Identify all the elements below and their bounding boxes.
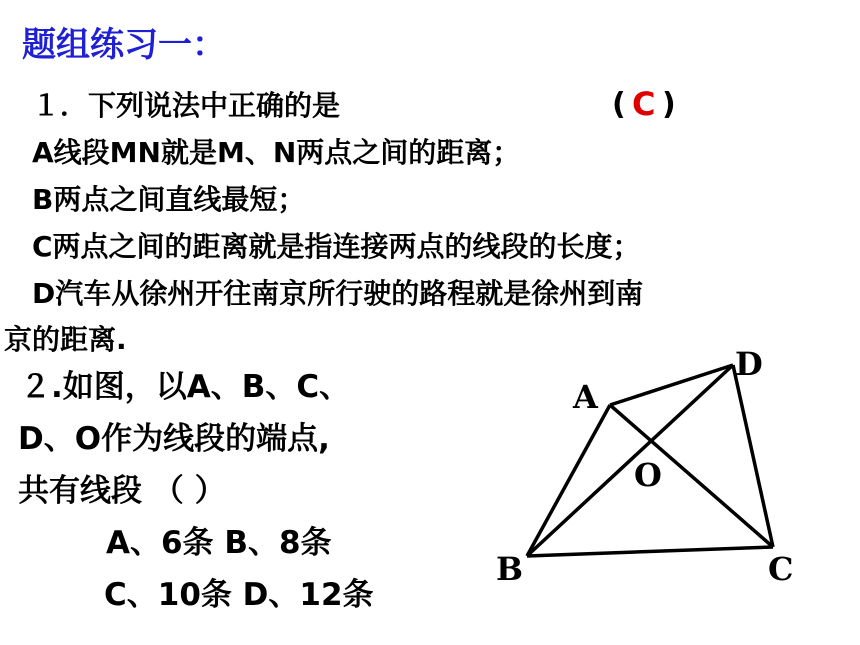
answer-letter: C xyxy=(632,85,656,123)
segment-AD xyxy=(610,365,733,405)
question-2-choices-1: A、6条 B、8条 xyxy=(106,525,332,561)
label-B: B xyxy=(496,550,524,588)
question-2-line1: ２.如图，以A、B、C、 xyxy=(20,369,351,405)
label-D: D xyxy=(735,345,763,383)
answer-paren-open: ( xyxy=(612,87,626,122)
label-O: O xyxy=(634,456,662,494)
option-d-line1: D汽车从徐州开往南京所行驶的路程就是徐州到南 xyxy=(32,277,644,310)
option-c: C两点之间的距离就是指连接两点的线段的长度； xyxy=(32,230,641,263)
question-2-line3: 共有线段 （ ） xyxy=(18,473,226,509)
segment-BD xyxy=(527,365,733,556)
segment-BC xyxy=(527,547,773,556)
label-A: A xyxy=(573,378,598,416)
label-C: C xyxy=(768,550,794,588)
question-2-choices-2: C、10条 D、12条 xyxy=(104,577,374,613)
question-1-stem: １．下列说法中正确的是 xyxy=(32,89,341,122)
segment-AB xyxy=(527,405,610,556)
option-a: A线段MN就是M、N两点之间的距离； xyxy=(32,136,521,169)
page-title: 题组练习一： xyxy=(22,25,226,65)
option-d-line2: 京的距离. xyxy=(4,323,127,356)
question-2-line2: D、O作为线段的端点, xyxy=(18,421,330,457)
option-b: B两点之间直线最短； xyxy=(32,183,306,216)
answer-paren-close: ) xyxy=(662,87,676,122)
